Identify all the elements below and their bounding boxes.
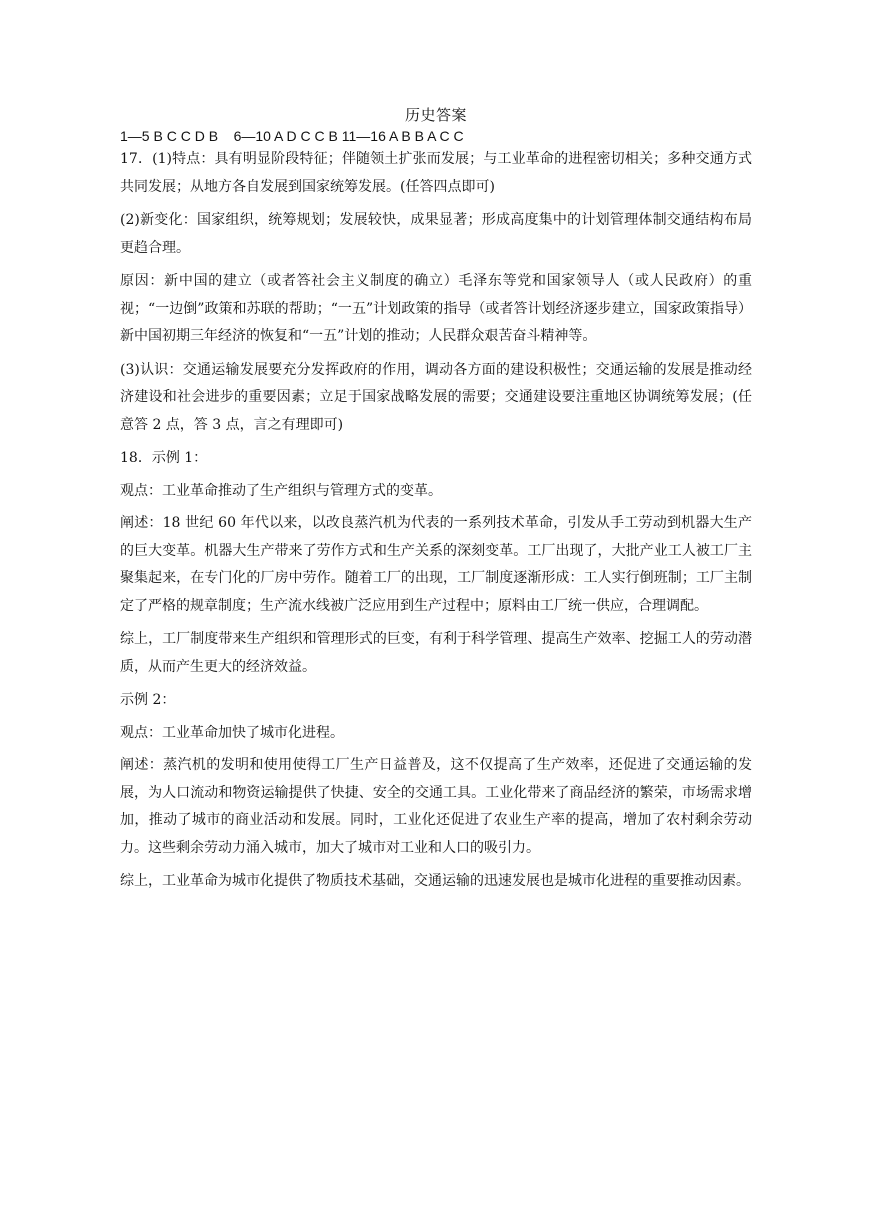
- q18-example2-heading: 示例 2：: [120, 692, 176, 708]
- q17-part3-understanding: (3)认识：交通运输发展要充分发挥政府的作用，调动各方面的建设积极性；交通运输的发展是推动经济建设和社会进步的重要因素；立足于国家战略发展的需要；交通建设要注重地区协调统筹发展；(任意答 2 点，答 3 点，言之有理即可): [120, 361, 752, 433]
- q18-example2-viewpoint: 观点：工业革命加快了城市化进程。: [120, 724, 344, 741]
- q17-part2-new-changes: (2)新变化：国家组织，统筹规划；发展较快，成果显著；形成高度集中的计划管理体制交通结构布局更趋合理。: [120, 212, 752, 256]
- q18-example1-heading: 18．示例 1：: [120, 450, 208, 466]
- q17-part1-characteristics: 17．(1)特点：具有明显阶段特征；伴随领土扩张而发展；与工业革命的进程密切相关；多种交通方式共同发展；从地方各自发展到国家统筹发展。(任答四点即可): [120, 151, 752, 195]
- q18-example1-viewpoint: 观点：工业革命推动了生产组织与管理方式的变革。: [120, 482, 442, 499]
- q18-example2-conclusion: 综上，工业革命为城市化提供了物质技术基础，交通运输的迅速发展也是城市化进程的重要推动因素。: [120, 873, 750, 889]
- q17-part2-reasons: 原因：新中国的建立（或者答社会主义制度的确立）毛泽东等党和国家领导人（或人民政府）的重视；“一边倒”政策和苏联的帮助；“一五”计划政策的指导（或者答计划经济逐步建立，国家政策指导）新中国初期三年经济的恢复和“一五”计划的推动；人民群众艰苦奋斗精神等。: [120, 273, 752, 344]
- document-title: 历史答案: [404, 106, 467, 124]
- document-body: [120, 104, 752, 902]
- q18-example1-elaboration: 阐述：18 世纪 60 年代以来，以改良蒸汽机为代表的一系列技术革命，引发从手工劳动到机器大生产的巨大变革。机器大生产带来了劳作方式和生产关系的深刻变革。工厂出现了，大批产业工人被工厂主聚集起来，在专门化的厂房中劳作。随着工厂的出现，工厂制度逐渐形成：工人实行倒班制；工厂主制定了严格的规章制度；生产流水线被广泛应用到生产过程中；原料由工厂统一供应，合理调配。: [120, 515, 752, 614]
- multiple-choice-answer-key: 1—5 B C C D B 6—10 A D C C B 11—16 A B B A C C: [120, 128, 464, 144]
- q18-example1-conclusion: 综上，工厂制度带来生产组织和管理形式的巨变，有利于科学管理、提高生产效率、挖掘工人的劳动潜质，从而产生更大的经济效益。: [120, 631, 752, 675]
- q18-example2-elaboration: 阐述：蒸汽机的发明和使用使得工厂生产日益普及，这不仅提高了生产效率，还促进了交通运输的发展，为人口流动和物资运输提供了快捷、安全的交通工具。工业化带来了商品经济的繁荣，市场需求增加，推动了城市的商业活动和发展。同时，工业化还促进了农业生产率的提高，增加了农村剩余劳动力。这些剩余劳动力涌入城市，加大了城市对工业和人口的吸引力。: [120, 757, 752, 856]
